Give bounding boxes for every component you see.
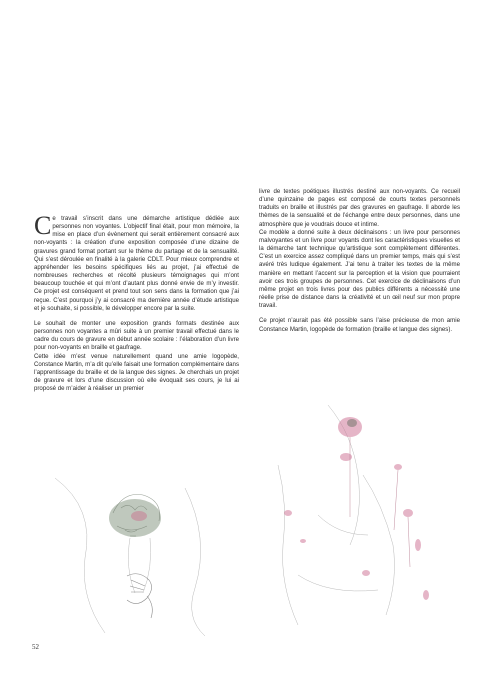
- right-text-column: [259, 188, 460, 334]
- paragraph: livre de textes poétiques illustrés destiné aux non-voyants. Ce recueil d’une quinzaine de pages est composé de courts textes personnels traduits en braille et illustrés par des gravures en gaufrage. Il aborde les thèmes de la sensualité et de l’échange entre deux personnes, dans une atmosphère que je voudrais douce et intime.: [259, 188, 460, 228]
- pencil-drawing-figure-with-flowers: [258, 395, 465, 645]
- page-number: 52: [32, 643, 39, 651]
- left-text-column: [34, 211, 239, 393]
- paragraph: Ce modèle a donné suite à deux déclinaisons : un livre pour personnes malvoyantes et un livre pour voyants dont les caractéristiques visuelles et la démarche tant technique qu’artistique sont complètement différentes. C’est un exercice assez compliqué dans un premier temps, mais qui s’est avéré très ludique également. J’ai tenu à traiter les textes de la même manière en mettant l’accent sur la perception et la vision que pourraient avoir ces trois groupes de personnes. Cet exercice de déclinaisons d’un même projet en trois livres pour des publics différents a nécessité une réelle prise de distance dans la créativité et un œil neuf sur mon propre travail.: [259, 228, 460, 310]
- drop-cap: C: [34, 211, 52, 240]
- paragraph: Ce projet n’aurait pas été possible sans l’aise précieuse de mon amie Constance Martin, logopède de formation (braille et langue des signes).: [259, 317, 460, 333]
- paragraph: Le souhait de monter une exposition grands formats destinée aux personnes non voyantes a mûri suite à un premier travail effectué dans le cadre du cours de gravure en début année scolaire : l’élaboration d’un livre pour non-voyants en braille et gaufrage.: [34, 319, 239, 352]
- paragraph: Cette idée m’est venue naturellement quand une amie logopède, Constance Martin, m’a dit qu’elle faisait une formation complémentaire dans l’apprentissage du braille et de la langue des signes. Je cherchais un projet de gravure et lors d’une discussion où elle évoquait ses cours, je lui ai proposé de m’aider à réaliser un premier: [34, 352, 239, 393]
- pencil-drawing-head-and-hand: [35, 468, 240, 638]
- paragraph: e travail s’inscrit dans une démarche artistique dédiée aux personnes non voyantes. L’objectif final était, pour mon mémoire, la mise en place d’un évènement qui serait entièrement consacré aux non-voyants : la création d’une exposition composée d’une dizaine de gravures grand format portant sur le thème du partage et de la sensualité. Qui s’est déroulée en finalité à la galerie CDLT. Pour mieux comprendre et appréhender les besoins spécifiques liés au projet, j’ai effectué de nombreuses recherches et récolté plusieurs témoignages qui m’ont beaucoup touchée et qui m’ont d’autant plus donné envie de m’y investir. Ce projet est conséquent et prend tout son sens dans la formation que j’ai reçue. C’est pourquoi j’y ai consacré ma dernière année d’étude artistique et je souhaite, si possible, le développer encore par la suite.: [34, 215, 239, 312]
